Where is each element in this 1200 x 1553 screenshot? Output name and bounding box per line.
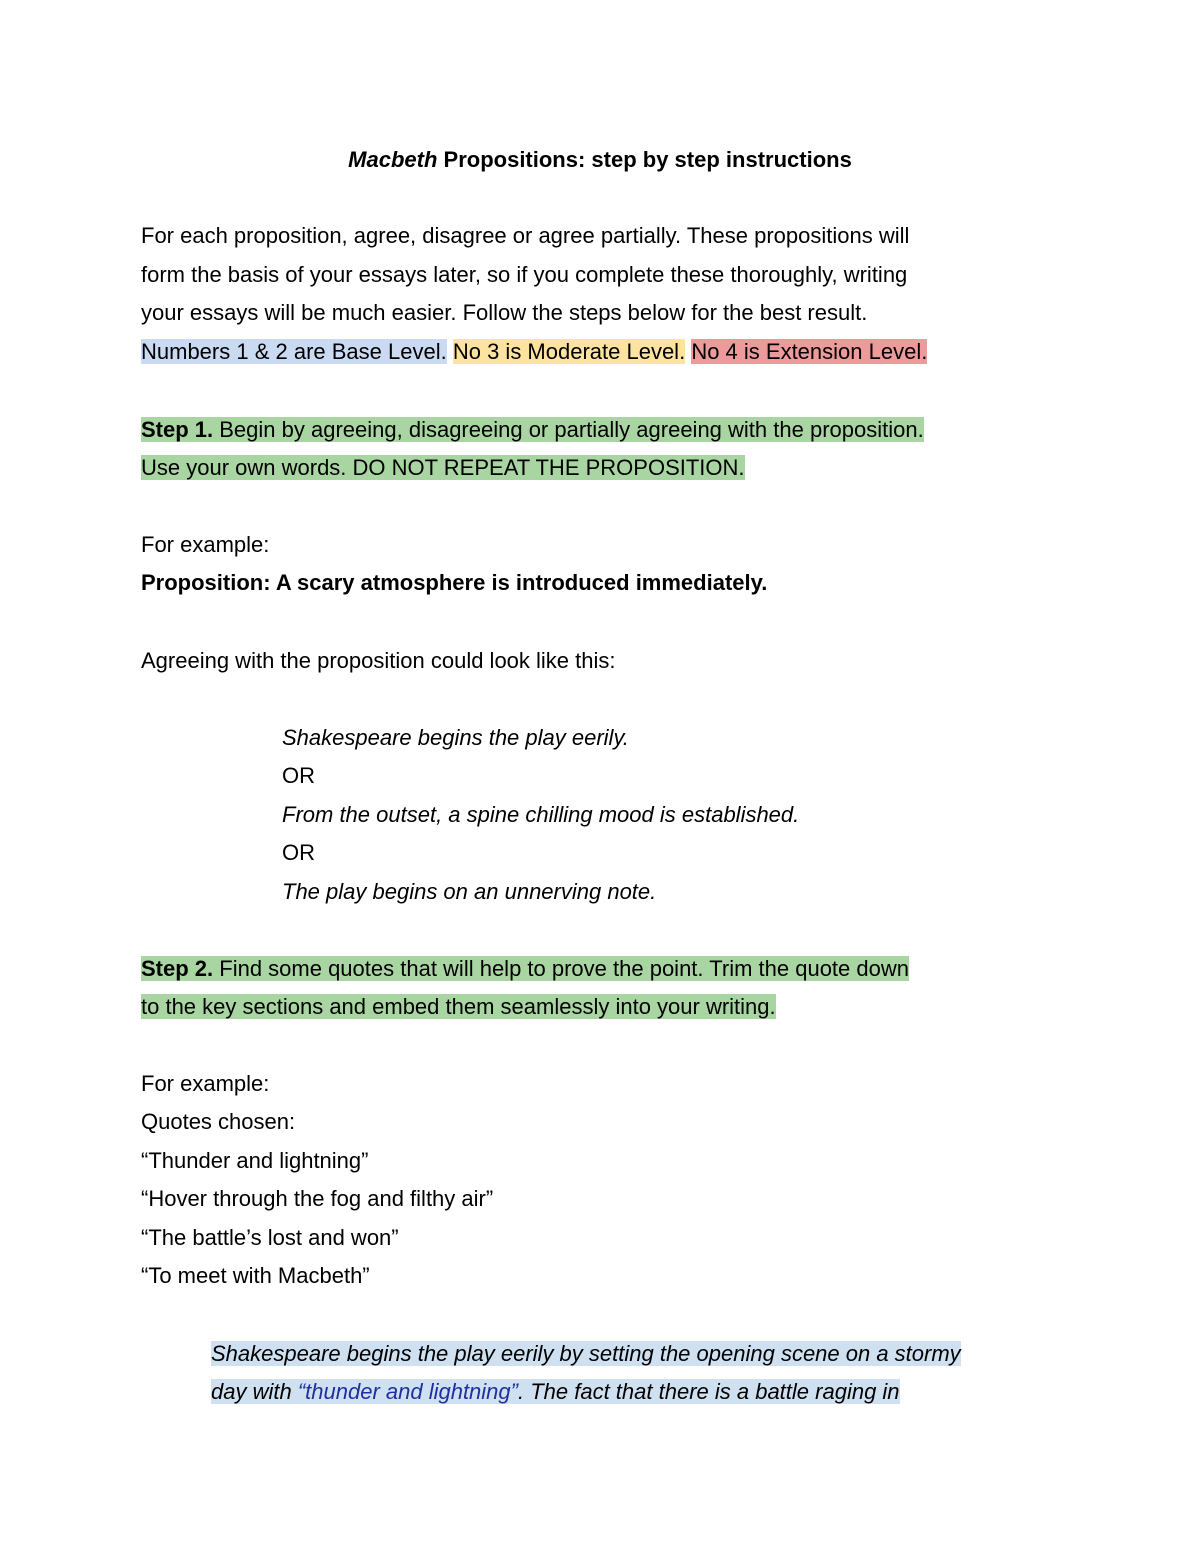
quote-2: “Hover through the fog and filthy air” [141, 1186, 494, 1211]
step2-text-2: to the key sections and embed them seamlessly into your writing. [141, 994, 776, 1019]
paragraph-quote: “thunder and lightning” [297, 1379, 518, 1404]
intro-line-2: form the basis of your essays later, so if you complete these thoroughly, writing [141, 262, 908, 287]
paragraph-text-2-pre: day with [211, 1379, 298, 1404]
intro-line-3: your essays will be much easier. Follow the steps below for the best result. [141, 300, 868, 325]
example1-or-1: OR [282, 763, 315, 788]
base-level-label: Numbers 1 & 2 are Base Level. [141, 339, 447, 364]
page-title [0, 141, 1200, 179]
step1-text-1: Begin by agreeing, disagreeing or partially agreeing with the proposition. [213, 417, 924, 442]
example1-proposition: Proposition: A scary atmosphere is introduced immediately. [141, 570, 768, 595]
intro-line-1: For each proposition, agree, disagree or agree partially. These propositions will [141, 223, 910, 248]
step1-label: Step 1. [141, 417, 214, 442]
step2-line-2 [141, 988, 776, 1026]
title-rest: Propositions: step by step instructions [437, 147, 852, 172]
extension-level-label: No 4 is Extension Level. [691, 339, 928, 364]
quotes-label: Quotes chosen: [141, 1109, 296, 1134]
example1-or-2: OR [282, 840, 315, 865]
example1-option-2: From the outset, a spine chilling mood is established. [282, 802, 800, 827]
title-italic: Macbeth [348, 147, 438, 172]
moderate-level-label: No 3 is Moderate Level. [452, 339, 686, 364]
example1-agreeing: Agreeing with the proposition could look like this: [141, 648, 616, 673]
paragraph-text-2-post: . The fact that there is a battle raging in [517, 1379, 900, 1404]
step1-text-2: Use your own words. DO NOT REPEAT THE PROPOSITION. [141, 455, 745, 480]
quote-1: “Thunder and lightning” [141, 1148, 369, 1173]
example1-option-3: The play begins on an unnerving note. [282, 879, 657, 904]
example2-intro: For example: [141, 1071, 270, 1096]
step1-line-1 [141, 411, 924, 449]
paragraph-text-1: Shakespeare begins the play eerily by setting the opening scene on a stormy [211, 1341, 961, 1366]
step1-line-2 [141, 449, 745, 487]
levels-line [141, 333, 927, 371]
quote-4: “To meet with Macbeth” [141, 1263, 370, 1288]
example1-intro: For example: [141, 532, 270, 557]
step2-text-1: Find some quotes that will help to prove the point. Trim the quote down [213, 956, 909, 981]
step2-label: Step 2. [141, 956, 214, 981]
example1-option-1: Shakespeare begins the play eerily. [282, 725, 629, 750]
paragraph-line-1 [211, 1335, 961, 1373]
quote-3: “The battle’s lost and won” [141, 1225, 399, 1250]
step2-line-1 [141, 950, 909, 988]
paragraph-line-2 [211, 1373, 900, 1411]
